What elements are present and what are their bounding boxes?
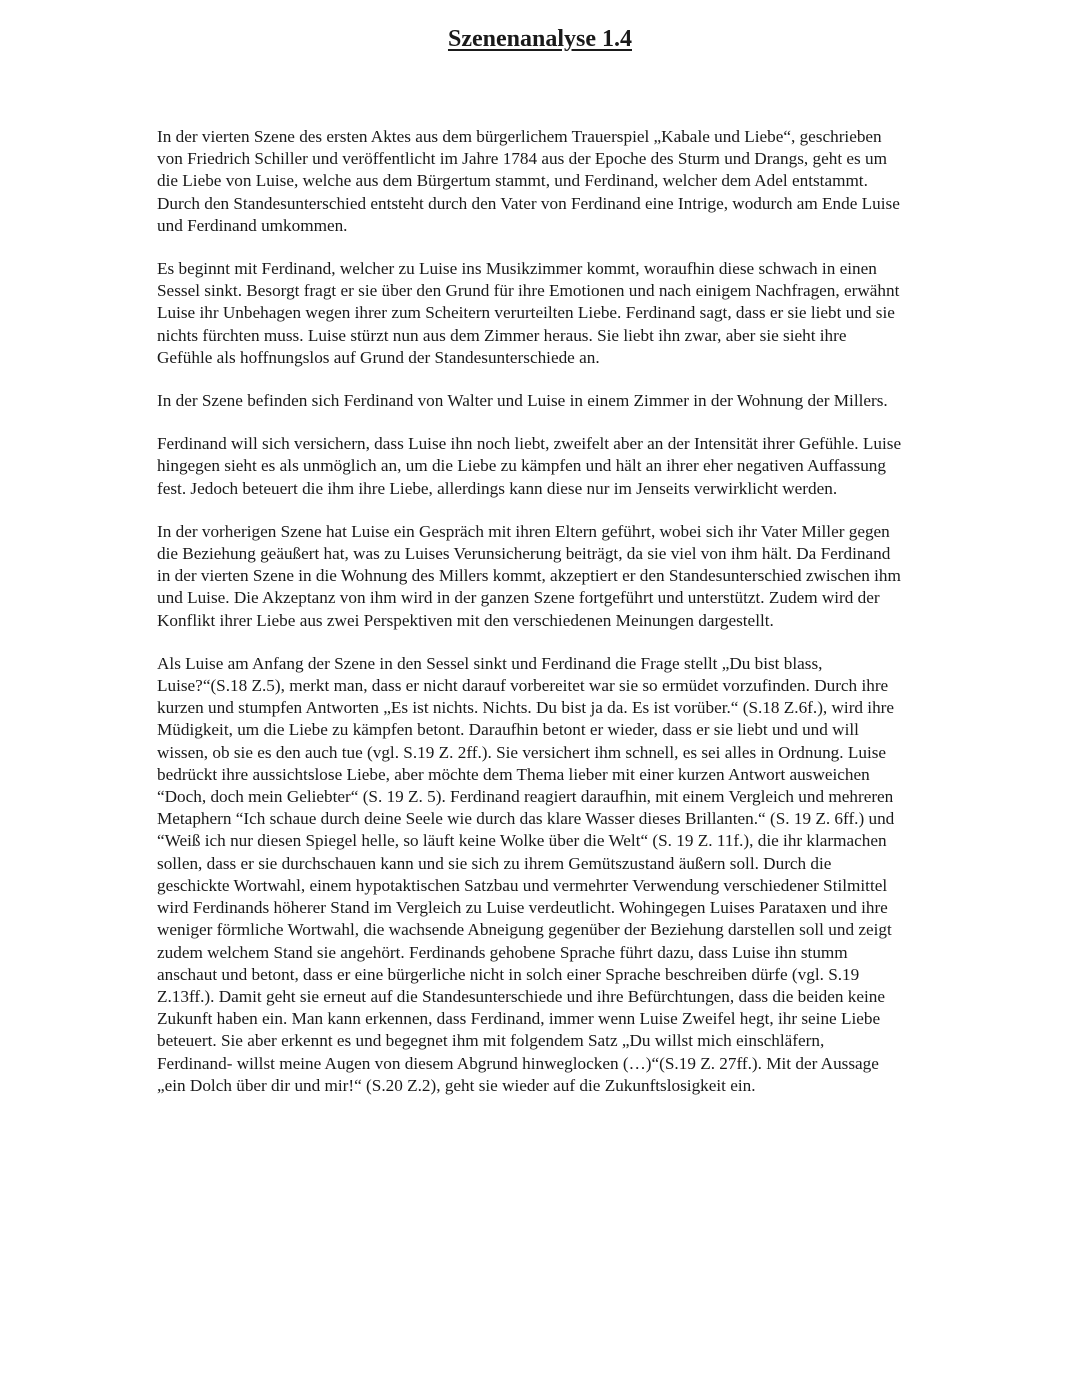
paragraph-conflict: Ferdinand will sich versichern, dass Luise ihn noch liebt, zweifelt aber an der Intensität ihrer Gefühle. Luise hingegen sieht es als unmöglich an, um die Liebe zu kämpfen und hält an ihrer eher negativen Auffassung fest. Jedoch beteuert die ihm ihre Liebe, allerdings kann diese nur im Jenseits verwirklicht werden.: [157, 434, 902, 498]
paragraph-summary: Es beginnt mit Ferdinand, welcher zu Luise ins Musikzimmer kommt, woraufhin diese schwach in einen Sessel sinkt. Besorgt fragt er sie über den Grund für ihre Emotionen und nach einigem Nachfragen, erwähnt Luise ihr Unbehagen wegen ihrer zum Scheitern verurteilten Liebe. Ferdinand sagt, dass er sie liebt und sie nichts fürchten muss. Luise stürzt nun aus dem Zimmer heraus. Sie liebt ihn zwar, aber sie sieht ihre Gefühle als hoffnungslos auf Grund der Standesunterschiede an.: [157, 259, 900, 367]
document-body: [157, 126, 902, 1118]
paragraph-introduction: In der vierten Szene des ersten Aktes aus dem bürgerlichem Trauerspiel „Kabale und Liebe“, geschrieben von Friedrich Schiller und veröffentlicht im Jahre 1784 aus der Epoche des Sturm und Drangs, geht es um die Liebe von Luise, welche aus dem Bürgertum stammt, und Ferdinand, welcher dem Adel entstammt. Durch den Standesunterschied entsteht durch den Vater von Ferdinand eine Intrige, wodurch am Ende Luise und Ferdinand umkommen.: [157, 127, 900, 235]
paragraph-analysis: Als Luise am Anfang der Szene in den Sessel sinkt und Ferdinand die Frage stellt „Du bist blass, Luise?“(S.18 Z.5), merkt man, dass er nicht darauf vorbereitet war sie so ermüdet vorzufinden. Durch ihre kurzen und stumpfen Antworten „Es ist nichts. Nichts. Du bist ja da. Es ist vorüber.“ (S.18 Z.6f.), wird ihre Müdigkeit, um die Liebe zu kämpfen betont. Daraufhin betont er wieder, dass er sie liebt und und will wissen, ob sie es den auch tue (vgl. S.19 Z. 2ff.). Sie versichert ihm schnell, es sei alles in Ordnung. Luise bedrückt ihre aussichtslose Liebe, aber möchte dem Thema lieber mit einer kurzen Antwort ausweichen “Doch, doch mein Geliebter“ (S. 19 Z. 5). Ferdinand reagiert daraufhin, mit einem Vergleich und mehreren Metaphern “Ich schaue durch deine Seele wie durch das klare Wasser dieses Brillanten.“ (S. 19 Z. 6ff.) und “Weiß ich nur diesen Spiegel helle, so läuft keine Wolke über die Welt“ (S. 19 Z. 11f.), die ihr klarmachen sollen, dass er sie durchschauen kann und sie sich zu ihrem Gemütszustand äußern soll. Durch die geschickte Wortwahl, einem hypotaktischen Satzbau und vermehrter Verwendung verschiedener Stilmittel wird Ferdinands höherer Stand im Vergleich zu Luise verdeutlicht. Wohingegen Luises Parataxen und ihre weniger förmliche Wortwahl, die wachsende Abneigung gegenüber der Beziehung darstellen soll und zeigt zudem welchem Stand sie angehört. Ferdinands gehobene Sprache führt dazu, dass Luise ihn stumm anschaut und betont, dass er eine bürgerliche nicht in solch einer Sprache beschreiben dürfe (vgl. S.19 Z.13ff.). Damit geht sie erneut auf die Standesunterschiede und ihre Befürchtungen, dass die beiden keine Zukunft haben ein. Man kann erkennen, dass Ferdinand, immer wenn Luise Zweifel hegt, ihr seine Liebe beteuert. Sie aber erkennt es und begegnet ihm mit folgendem Satz „Du willst mich einschläfern, Ferdinand- willst meine Augen von diesem Abgrund hinweglocken (…)“(S.19 Z. 27ff.). Mit der Aussage „ein Dolch über dir und mir!“ (S.20 Z.2), geht sie wieder auf die Zukunftslosigkeit ein.: [157, 653, 895, 1095]
paragraph-context: In der vorherigen Szene hat Luise ein Gespräch mit ihren Eltern geführt, wobei sich ihr Vater Miller gegen die Beziehung geäußert hat, was zu Luises Verunsicherung beiträgt, da sie viel von ihm hält. Da Ferdinand in der vierten Szene in die Wohnung des Millers kommt, akzeptiert er den Standesunterschied zwischen ihm und Luise. Die Akzeptanz von ihm wird in der ganzen Szene fortgeführt und unterstützt. Zudem wird der Konflikt ihrer Liebe aus zwei Perspektiven mit den verschiedenen Meinungen dargestellt.: [157, 521, 901, 630]
page-title: Szenenanalyse 1.4: [447, 26, 632, 52]
paragraph-setting: In der Szene befinden sich Ferdinand von Walter und Luise in einem Zimmer in der Wohnung der Millers.: [157, 391, 888, 411]
